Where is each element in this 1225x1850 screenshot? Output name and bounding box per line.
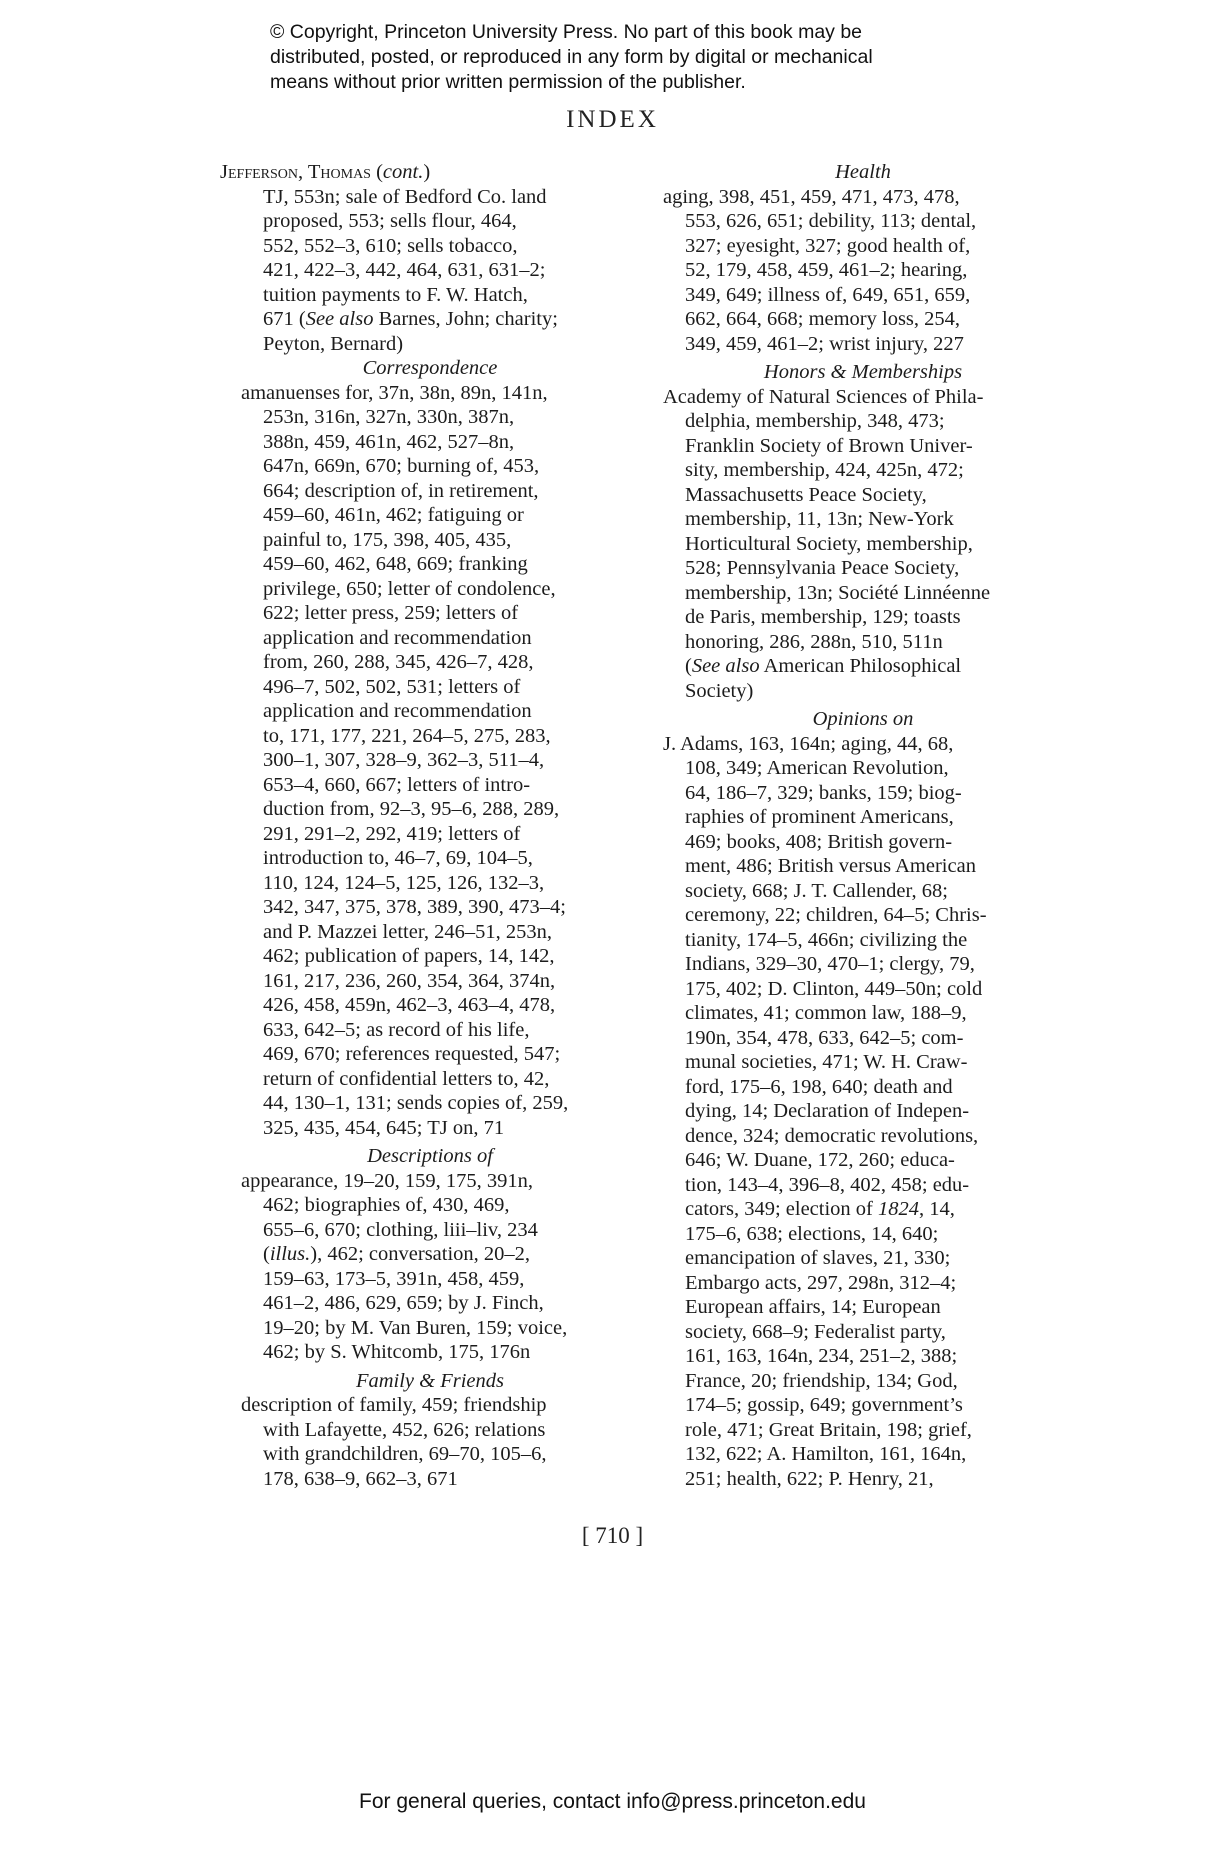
index-line: 646; W. Duane, 172, 260; educa- bbox=[685, 1149, 955, 1171]
index-line: 552, 552–3, 610; sells tobacco, bbox=[263, 234, 518, 257]
index-line: climates, 41; common law, 188–9, bbox=[685, 1002, 967, 1024]
index-line: introduction to, 46–7, 69, 104–5, bbox=[263, 847, 533, 869]
index-line: return of confidential letters to, 42, bbox=[263, 1067, 550, 1090]
index-line: role, 471; Great Britain, 198; grief, bbox=[685, 1418, 972, 1441]
index-line: appearance, 19–20, 159, 175, 391n, bbox=[241, 1169, 534, 1192]
index-line: 671 (See also Barnes, John; charity; bbox=[263, 308, 558, 330]
italic-text: See also bbox=[305, 308, 374, 330]
index-line: cators, 349; election of 1824, 14, bbox=[685, 1198, 955, 1220]
cont-label: cont. bbox=[382, 161, 424, 183]
index-line: ford, 175–6, 198, 640; death and bbox=[685, 1075, 953, 1098]
index-line: Indians, 329–30, 470–1; clergy, 79, bbox=[685, 953, 975, 975]
index-line: 132, 622; A. Hamilton, 161, 164n, bbox=[685, 1443, 967, 1465]
index-line: society, 668; J. T. Callender, 68; bbox=[685, 879, 948, 902]
copyright-notice bbox=[270, 20, 990, 95]
index-line: 459–60, 461n, 462; fatiguing or bbox=[263, 504, 524, 526]
subheading: Honors & Memberships bbox=[763, 361, 963, 383]
index-line: with Lafayette, 452, 626; relations bbox=[263, 1418, 546, 1441]
index-line: Embargo acts, 297, 298n, 312–4; bbox=[685, 1271, 957, 1294]
footer-contact: For general queries, contact info@press.princeton.edu bbox=[359, 1790, 866, 1813]
index-line: tion, 143–4, 396–8, 402, 458; edu- bbox=[685, 1173, 970, 1196]
index-line: Horticultural Society, membership, bbox=[685, 532, 973, 555]
index-line: and P. Mazzei letter, 246–51, 253n, bbox=[263, 920, 552, 943]
index-line: 469, 670; references requested, 547; bbox=[263, 1043, 561, 1065]
index-line: membership, 13n; Société Linnéenne bbox=[685, 581, 991, 604]
heading-name: Jefferson, Thomas bbox=[220, 161, 371, 183]
index-line: 462; biographies of, 430, 469, bbox=[263, 1194, 510, 1216]
subheading: Descriptions of bbox=[367, 1145, 493, 1167]
subheading: Correspondence bbox=[362, 357, 498, 379]
index-line: European affairs, 14; European bbox=[685, 1296, 941, 1318]
index-line: 174–5; gossip, 649; government’s bbox=[685, 1394, 963, 1416]
copyright-line: © Copyright, Princeton University Press. No part of this book may be bbox=[270, 21, 863, 43]
index-line: 461–2, 486, 629, 659; by J. Finch, bbox=[263, 1292, 544, 1314]
index-line: 528; Pennsylvania Peace Society, bbox=[685, 557, 960, 579]
page-number: [ 710 ] bbox=[581, 1523, 644, 1548]
index-line: TJ, 553n; sale of Bedford Co. land bbox=[263, 185, 547, 208]
index-line: 349, 459, 461–2; wrist injury, 227 bbox=[685, 332, 964, 355]
index-line: 633, 642–5; as record of his life, bbox=[263, 1018, 530, 1041]
index-line: 251; health, 622; P. Henry, 21, bbox=[685, 1467, 934, 1490]
italic-text: 1824 bbox=[877, 1198, 919, 1220]
index-line: ceremony, 22; children, 64–5; Chris- bbox=[685, 904, 987, 926]
index-line: 44, 130–1, 131; sends copies of, 259, bbox=[263, 1092, 569, 1114]
copyright-line: distributed, posted, or reproduced in any form by digital or mechanical bbox=[270, 46, 873, 68]
index-line: from, 260, 288, 345, 426–7, 428, bbox=[263, 651, 534, 673]
index-line: Society) bbox=[685, 679, 754, 702]
index-line: painful to, 175, 398, 405, 435, bbox=[263, 528, 512, 551]
index-line: sity, membership, 424, 425n, 472; bbox=[685, 459, 964, 481]
index-line: honoring, 286, 288n, 510, 511n bbox=[685, 630, 943, 653]
index-line: France, 20; friendship, 134; God, bbox=[685, 1369, 958, 1392]
index-line: description of family, 459; friendship bbox=[241, 1394, 547, 1416]
index-line: 662, 664, 668; memory loss, 254, bbox=[685, 308, 961, 330]
index-line: 388n, 459, 461n, 462, 527–8n, bbox=[263, 430, 515, 453]
index-line: 426, 458, 459n, 462–3, 463–4, 478, bbox=[263, 994, 556, 1016]
index-line: amanuenses for, 37n, 38n, 89n, 141n, bbox=[241, 381, 548, 404]
index-line: to, 171, 177, 221, 264–5, 275, 283, bbox=[263, 724, 551, 747]
index-line: ment, 486; British versus American bbox=[685, 855, 976, 877]
index-column-right bbox=[663, 160, 1063, 1491]
index-line: 462; publication of papers, 14, 142, bbox=[263, 945, 555, 967]
index-line: 647n, 669n, 670; burning of, 453, bbox=[263, 455, 540, 477]
index-line: membership, 11, 13n; New-York bbox=[685, 508, 954, 530]
index-line: 553, 626, 651; debility, 113; dental, bbox=[685, 210, 977, 232]
index-line: de Paris, membership, 129; toasts bbox=[685, 606, 961, 628]
index-line: (illus.), 462; conversation, 20–2, bbox=[263, 1243, 531, 1265]
index-line: dying, 14; Declaration of Indepen- bbox=[685, 1100, 970, 1122]
index-line: 175, 402; D. Clinton, 449–50n; cold bbox=[685, 977, 983, 1000]
index-line: Academy of Natural Sciences of Phila- bbox=[663, 385, 984, 408]
index-line: 19–20; by M. Van Buren, 159; voice, bbox=[263, 1316, 568, 1339]
index-column-left bbox=[220, 160, 640, 1491]
index-line: privilege, 650; letter of condolence, bbox=[263, 577, 556, 600]
index-line: 664; description of, in retirement, bbox=[263, 479, 539, 502]
index-line: Peyton, Bernard) bbox=[263, 332, 404, 355]
index-line: 421, 422–3, 442, 464, 631, 631–2; bbox=[263, 259, 546, 281]
index-line: 52, 179, 458, 459, 461–2; hearing, bbox=[685, 259, 968, 281]
index-line: 110, 124, 124–5, 125, 126, 132–3, bbox=[263, 871, 545, 894]
index-line: 622; letter press, 259; letters of bbox=[263, 602, 519, 624]
subheading: Family & Friends bbox=[355, 1369, 505, 1392]
index-line: Franklin Society of Brown Univer- bbox=[685, 434, 973, 457]
index-line: 178, 638–9, 662–3, 671 bbox=[263, 1467, 458, 1490]
index-line: (See also American Philosophical bbox=[685, 655, 962, 677]
index-line: with grandchildren, 69–70, 105–6, bbox=[263, 1443, 547, 1465]
subheading: Opinions on bbox=[812, 708, 914, 730]
index-line: society, 668–9; Federalist party, bbox=[685, 1320, 946, 1343]
subheading: Health bbox=[835, 161, 891, 183]
index-line: 64, 186–7, 329; banks, 159; biog- bbox=[685, 781, 962, 804]
index-line: munal societies, 471; W. H. Craw- bbox=[685, 1051, 968, 1073]
italic-text: See also bbox=[691, 655, 760, 677]
index-line: 327; eyesight, 327; good health of, bbox=[685, 234, 971, 257]
index-line: 253n, 316n, 327n, 330n, 387n, bbox=[263, 406, 515, 428]
index-line: 655–6, 670; clothing, liii–liv, 234 bbox=[263, 1218, 538, 1241]
index-line: application and recommendation bbox=[263, 700, 532, 722]
index-line: duction from, 92–3, 95–6, 288, 289, bbox=[263, 798, 560, 820]
continuation-block bbox=[220, 185, 640, 357]
index-line: 342, 347, 375, 378, 389, 390, 473–4; bbox=[263, 896, 566, 918]
index-line: tuition payments to F. W. Hatch, bbox=[263, 283, 528, 306]
index-line: dence, 324; democratic revolutions, bbox=[685, 1124, 979, 1147]
index-line: 190n, 354, 478, 633, 642–5; com- bbox=[685, 1026, 964, 1049]
index-line: delphia, membership, 348, 473; bbox=[685, 410, 945, 432]
index-line: Massachusetts Peace Society, bbox=[685, 483, 927, 506]
paren: ) bbox=[423, 161, 431, 183]
index-line: raphies of prominent Americans, bbox=[685, 806, 954, 828]
paren: ( bbox=[370, 161, 383, 183]
index-line: 349, 649; illness of, 649, 651, 659, bbox=[685, 283, 971, 306]
copyright-line: means without prior written permission of the publisher. bbox=[270, 71, 746, 93]
index-line: 108, 349; American Revolution, bbox=[685, 757, 949, 779]
right-sections bbox=[663, 160, 1063, 1491]
page-title: INDEX bbox=[566, 106, 659, 133]
index-line: 161, 163, 164n, 234, 251–2, 388; bbox=[685, 1345, 958, 1367]
index-line: emancipation of slaves, 21, 330; bbox=[685, 1247, 951, 1269]
index-line: 291, 291–2, 292, 419; letters of bbox=[263, 822, 521, 845]
main-index-heading bbox=[220, 160, 640, 185]
index-line: 469; books, 408; British govern- bbox=[685, 830, 953, 853]
index-line: J. Adams, 163, 164n; aging, 44, 68, bbox=[663, 732, 954, 755]
index-line: 159–63, 173–5, 391n, 458, 459, bbox=[263, 1267, 525, 1290]
left-sections bbox=[220, 356, 640, 1491]
index-line: 175–6, 638; elections, 14, 640; bbox=[685, 1222, 939, 1245]
index-line: 161, 217, 236, 260, 354, 364, 374n, bbox=[263, 969, 556, 992]
index-line: aging, 398, 451, 459, 471, 473, 478, bbox=[663, 185, 960, 208]
index-line: 462; by S. Whitcomb, 175, 176n bbox=[263, 1341, 531, 1363]
index-line: 300–1, 307, 328–9, 362–3, 511–4, bbox=[263, 749, 545, 771]
index-line: 459–60, 462, 648, 669; franking bbox=[263, 553, 528, 575]
index-line: 653–4, 660, 667; letters of intro- bbox=[263, 773, 531, 796]
italic-text: illus. bbox=[269, 1243, 311, 1265]
index-line: proposed, 553; sells flour, 464, bbox=[263, 210, 517, 232]
index-line: 496–7, 502, 502, 531; letters of bbox=[263, 675, 521, 698]
index-line: 325, 435, 454, 645; TJ on, 71 bbox=[263, 1116, 505, 1139]
index-line: application and recommendation bbox=[263, 626, 532, 649]
index-line: tianity, 174–5, 466n; civilizing the bbox=[685, 928, 968, 951]
